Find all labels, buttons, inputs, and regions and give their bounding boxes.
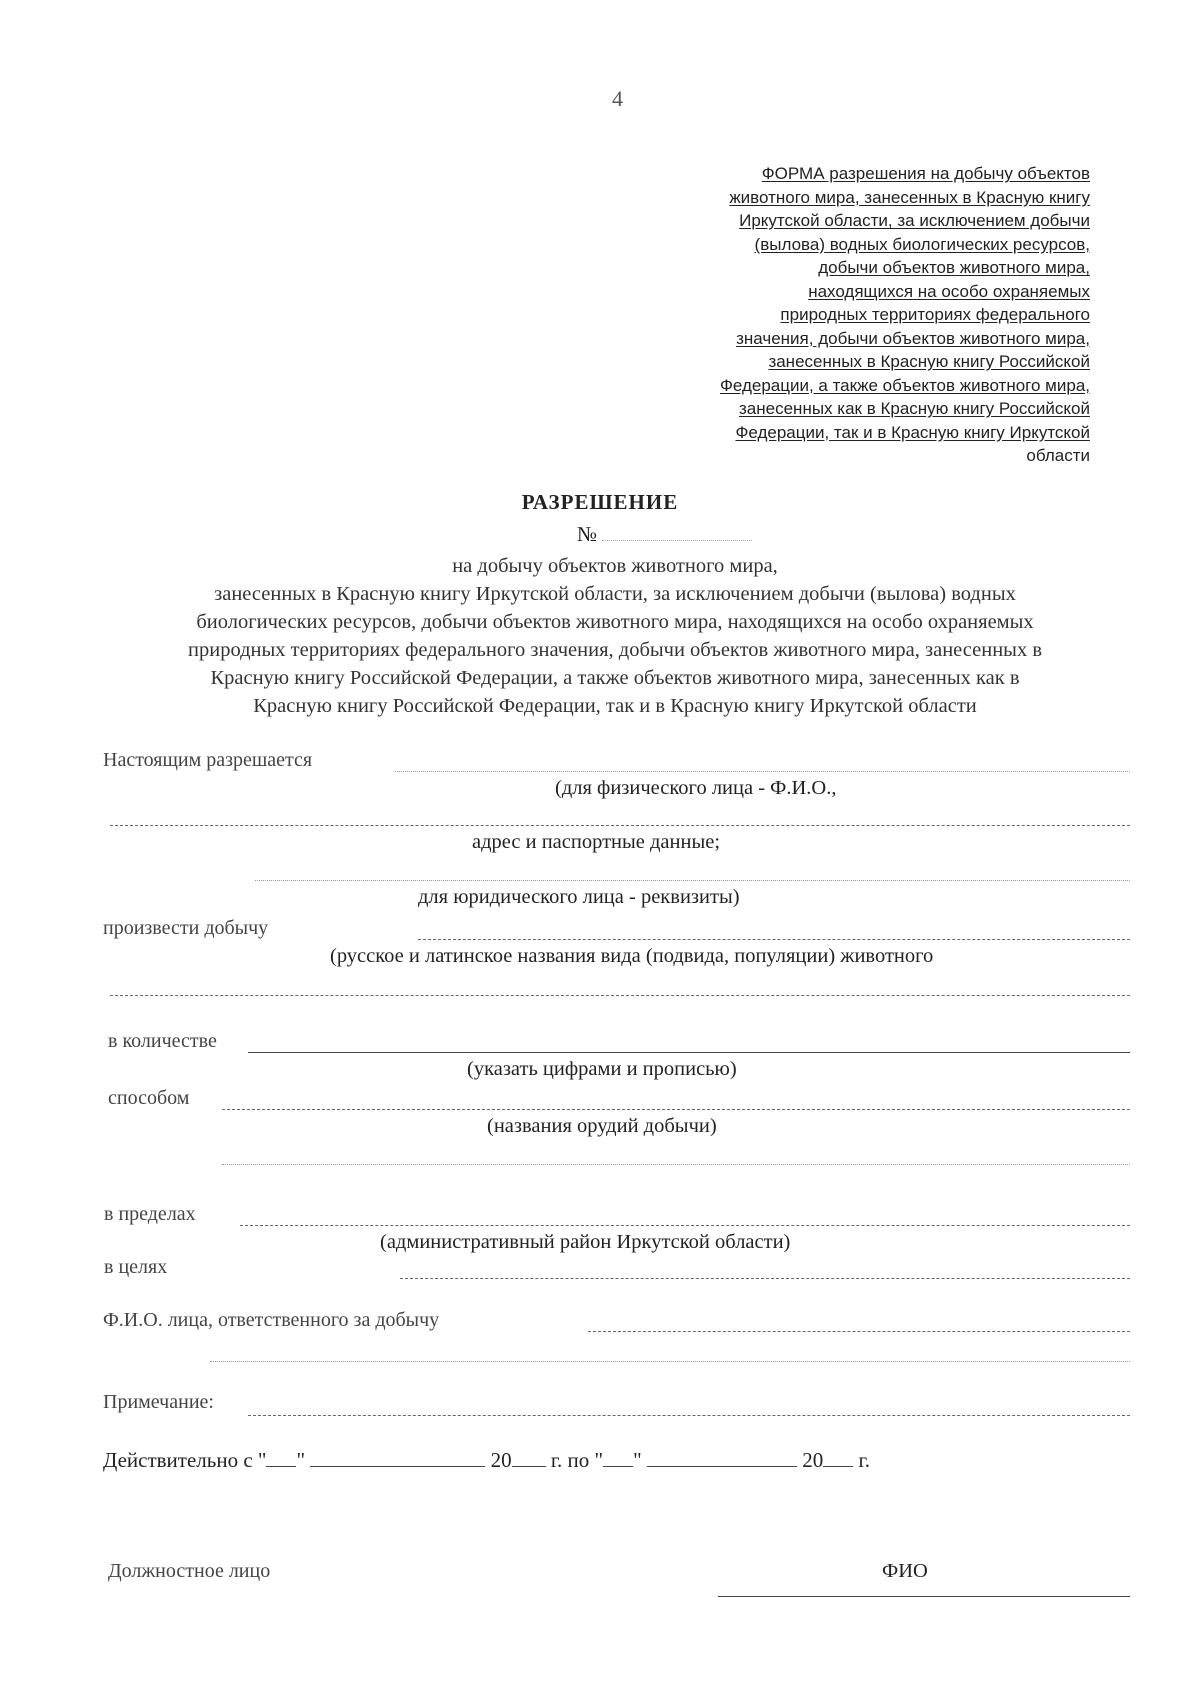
number-sign: № xyxy=(577,522,598,546)
method-field[interactable] xyxy=(222,1109,1130,1110)
validity-end-year[interactable] xyxy=(823,1448,853,1467)
validity-end-month[interactable] xyxy=(647,1448,797,1467)
validity-quote-2: " xyxy=(633,1448,642,1472)
form-heading-line: животного мира, занесенных в Красную книгу xyxy=(729,187,1090,207)
form-heading-line: находящихся на особо охраняемых xyxy=(808,281,1090,301)
produce-field-2[interactable] xyxy=(110,995,1130,996)
permitted-field-3[interactable] xyxy=(255,880,1130,881)
fio-label: ФИО xyxy=(882,1560,928,1582)
official-label: Должностное лицо xyxy=(108,1560,271,1582)
responsible-field-2[interactable] xyxy=(210,1361,1130,1362)
permitted-label: Настоящим разрешается xyxy=(103,749,313,771)
validity-end-day[interactable] xyxy=(603,1448,633,1467)
purpose-field[interactable] xyxy=(400,1278,1130,1279)
quantity-field[interactable] xyxy=(248,1052,1130,1053)
form-heading-line: области xyxy=(1026,446,1090,465)
quantity-label: в количестве xyxy=(108,1030,217,1052)
validity-start-day[interactable] xyxy=(266,1448,296,1467)
validity-year-suffix-2: г. xyxy=(858,1448,870,1472)
form-heading-line: ФОРМА разрешения на добычу объектов xyxy=(761,164,1090,183)
document-number xyxy=(577,522,752,547)
responsible-label: Ф.И.О. лица, ответственного за добычу xyxy=(103,1309,440,1331)
note-field[interactable] xyxy=(248,1415,1130,1416)
method-label: способом xyxy=(108,1087,190,1109)
permitted-hint-3: для юридического лица - реквизиты) xyxy=(418,886,740,908)
signature-field[interactable] xyxy=(718,1596,1130,1597)
validity-prefix: Действительно с " xyxy=(103,1448,267,1472)
form-heading-line: (вылова) водных биологических ресурсов, xyxy=(754,234,1090,254)
subtitle-line: Красную книгу Российской Федерации, а также объектов животного мира, занесенных как в xyxy=(210,667,1020,689)
document-subtitle xyxy=(100,552,1130,720)
validity-line xyxy=(103,1448,870,1473)
validity-year-prefix-2: 20 xyxy=(802,1448,824,1472)
validity-quote: " xyxy=(296,1448,306,1472)
produce-label: произвести добычу xyxy=(103,917,269,939)
area-hint: (административный район Иркутской области) xyxy=(380,1231,791,1253)
page-number: 4 xyxy=(612,86,623,111)
form-heading-line: Иркутской области, за исключением добычи xyxy=(739,211,1090,230)
form-heading-line: занесенных в Красную книгу Российской xyxy=(768,352,1090,371)
number-field[interactable] xyxy=(602,522,752,541)
form-heading-line: Федерации, а также объектов животного мира, xyxy=(719,375,1090,395)
form-heading-line: добычи объектов животного мира, xyxy=(818,258,1090,277)
permitted-field[interactable] xyxy=(395,771,1130,772)
subtitle-line: занесенных в Красную книгу Иркутской области, за исключением добычи (вылова) водных xyxy=(214,583,1016,605)
permitted-hint-2: адрес и паспортные данные; xyxy=(472,831,721,853)
produce-hint: (русское и латинское названия вида (подвида, популяции) животного xyxy=(330,945,934,967)
subtitle-line: на добычу объектов животного мира, xyxy=(452,555,778,577)
validity-start-month[interactable] xyxy=(310,1448,485,1467)
produce-field[interactable] xyxy=(418,939,1130,940)
subtitle-line: биологических ресурсов, добычи объектов животного мира, находящихся на особо охраняемых xyxy=(196,611,1034,633)
area-field[interactable] xyxy=(240,1225,1130,1226)
area-label: в пределах xyxy=(104,1203,196,1225)
method-field-2[interactable] xyxy=(222,1164,1130,1165)
form-heading-line: занесенных как в Красную книгу Российской xyxy=(739,399,1090,418)
note-label: Примечание: xyxy=(103,1391,214,1413)
form-heading-line: значения, добычи объектов животного мира, xyxy=(736,328,1090,348)
validity-start-year[interactable] xyxy=(512,1448,546,1467)
permitted-hint: (для физического лица - Ф.И.О., xyxy=(555,777,837,799)
subtitle-line: Красную книгу Российской Федерации, так и в Красную книгу Иркутской области xyxy=(253,695,977,717)
validity-year-prefix: 20 xyxy=(490,1448,512,1472)
document-title: РАЗРЕШЕНИЕ xyxy=(521,490,679,514)
purpose-label: в целях xyxy=(104,1256,168,1278)
validity-to: г. по " xyxy=(550,1448,604,1472)
permitted-field-2[interactable] xyxy=(110,825,1130,826)
responsible-field[interactable] xyxy=(588,1331,1130,1332)
form-heading-line: природных территориях федерального xyxy=(780,305,1090,324)
method-hint: (названия орудий добычи) xyxy=(487,1115,717,1137)
subtitle-line: природных территориях федерального значения, добычи объектов животного мира, занесенных в xyxy=(188,639,1042,661)
quantity-hint: (указать цифрами и прописью) xyxy=(467,1058,737,1080)
form-heading-line: Федерации, так и в Красную книгу Иркутской xyxy=(735,422,1090,442)
form-heading xyxy=(620,162,1090,468)
